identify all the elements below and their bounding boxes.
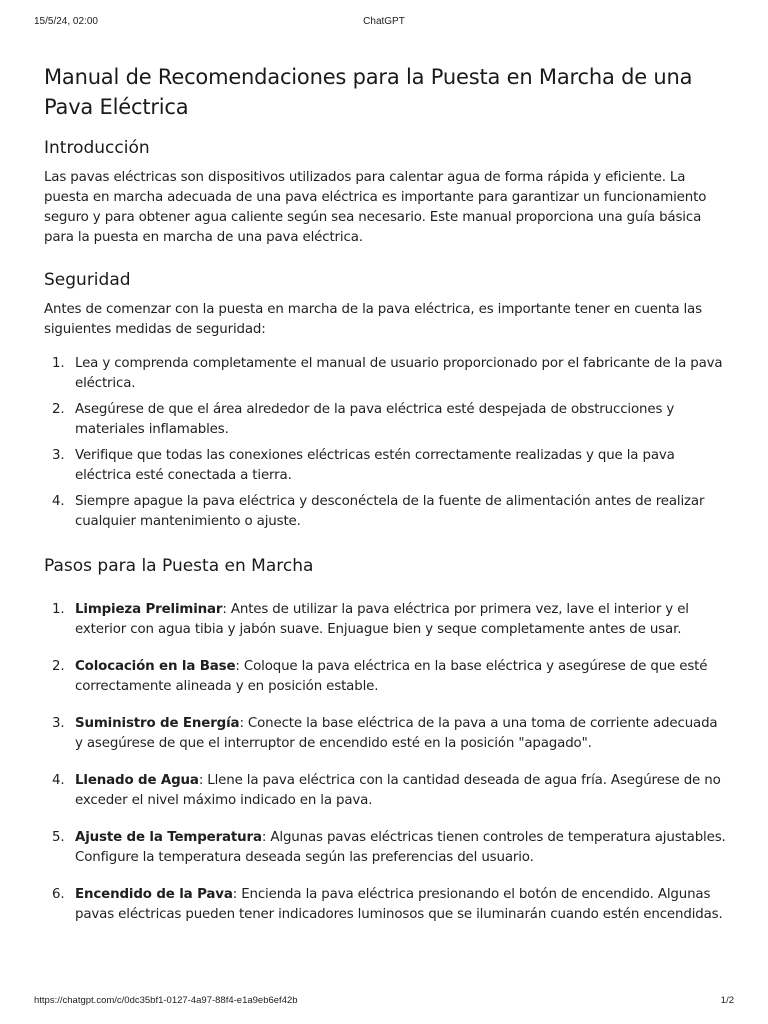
list-number: 3. [52, 716, 65, 731]
step-text: : Encienda la pava eléctrica presionando el botón de encendido. Algunas pavas eléctricas pueden tener indicadores luminosos que se iluminarán cuando estén encendidas. [75, 887, 723, 922]
list-item [44, 600, 728, 640]
step-text: : Algunas pavas eléctricas tienen controles de temperatura ajustables. Configure la temperatura deseada según las preferencias del usuario. [75, 830, 726, 865]
page-number: 1/2 [720, 995, 734, 1006]
list-item [44, 885, 728, 925]
intro-paragraph: Las pavas eléctricas son dispositivos utilizados para calentar agua de forma rápida y eficiente. La puesta en marcha adecuada de una pava eléctrica es importante para garantizar un funcionamiento seguro y para obtener agua caliente según sea necesario. Este manual proporciona una guía básica para la puesta en marcha de una pava eléctrica. [44, 170, 707, 245]
list-number: 2. [52, 402, 65, 417]
list-text: Verifique que todas las conexiones eléctricas estén correctamente realizadas y que la pava eléctrica esté conectada a tierra. [75, 448, 675, 483]
list-number: 5. [52, 830, 65, 845]
print-header [34, 16, 734, 30]
step-label: Limpieza Preliminar [75, 602, 223, 617]
list-text: Asegúrese de que el área alrededor de la pava eléctrica esté despejada de obstrucciones y materiales inflamables. [75, 402, 675, 437]
list-number: 6. [52, 887, 65, 902]
step-text: : Llene la pava eléctrica con la cantidad deseada de agua fría. Asegúrese de no exceder el nivel máximo indicado en la pava. [75, 773, 721, 808]
document-content [44, 62, 728, 942]
list-item [44, 492, 728, 532]
print-footer [34, 995, 734, 1009]
print-date: 15/5/24, 02:00 [34, 16, 98, 27]
list-number: 1. [52, 602, 65, 617]
step-text: : Conecte la base eléctrica de la pava a una toma de corriente adecuada y asegúrese de que el interruptor de encendido esté en la posición "apagado". [75, 716, 718, 751]
print-url: https://chatgpt.com/c/0dc35bf1-0127-4a97-88f4-e1a9eb6ef42b [34, 995, 298, 1006]
list-item [44, 714, 728, 754]
safety-list [44, 354, 728, 532]
print-title: ChatGPT [363, 16, 405, 27]
step-label: Suministro de Energía [75, 716, 240, 731]
step-text: : Coloque la pava eléctrica en la base eléctrica y asegúrese de que esté correctamente alineada y en posición estable. [75, 659, 708, 694]
list-text: Lea y comprenda completamente el manual de usuario proporcionado por el fabricante de la pava eléctrica. [75, 356, 723, 391]
safety-paragraph: Antes de comenzar con la puesta en marcha de la pava eléctrica, es importante tener en cuenta las siguientes medidas de seguridad: [44, 302, 702, 337]
list-item [44, 828, 728, 868]
step-label: Ajuste de la Temperatura [75, 830, 262, 845]
document-title: Manual de Recomendaciones para la Puesta en Marcha de una Pava Eléctrica [44, 65, 693, 119]
section-heading-intro: Introducción [44, 138, 150, 158]
step-text: : Antes de utilizar la pava eléctrica por primera vez, lave el interior y el exterior con agua tibia y jabón suave. Enjuague bien y seque completamente antes de usar. [75, 602, 689, 637]
list-number: 3. [52, 448, 65, 463]
list-number: 4. [52, 773, 65, 788]
section-heading-safety: Seguridad [44, 270, 131, 290]
step-label: Llenado de Agua [75, 773, 199, 788]
list-number: 4. [52, 494, 65, 509]
list-item [44, 400, 728, 440]
list-item [44, 657, 728, 697]
step-label: Encendido de la Pava [75, 887, 233, 902]
section-heading-steps: Pasos para la Puesta en Marcha [44, 556, 314, 576]
list-item [44, 446, 728, 486]
list-number: 2. [52, 659, 65, 674]
list-item [44, 354, 728, 394]
list-text: Siempre apague la pava eléctrica y desconéctela de la fuente de alimentación antes de realizar cualquier mantenimiento o ajuste. [75, 494, 705, 529]
list-number: 1. [52, 356, 65, 371]
steps-list [44, 600, 728, 925]
list-item [44, 771, 728, 811]
step-label: Colocación en la Base [75, 659, 236, 674]
